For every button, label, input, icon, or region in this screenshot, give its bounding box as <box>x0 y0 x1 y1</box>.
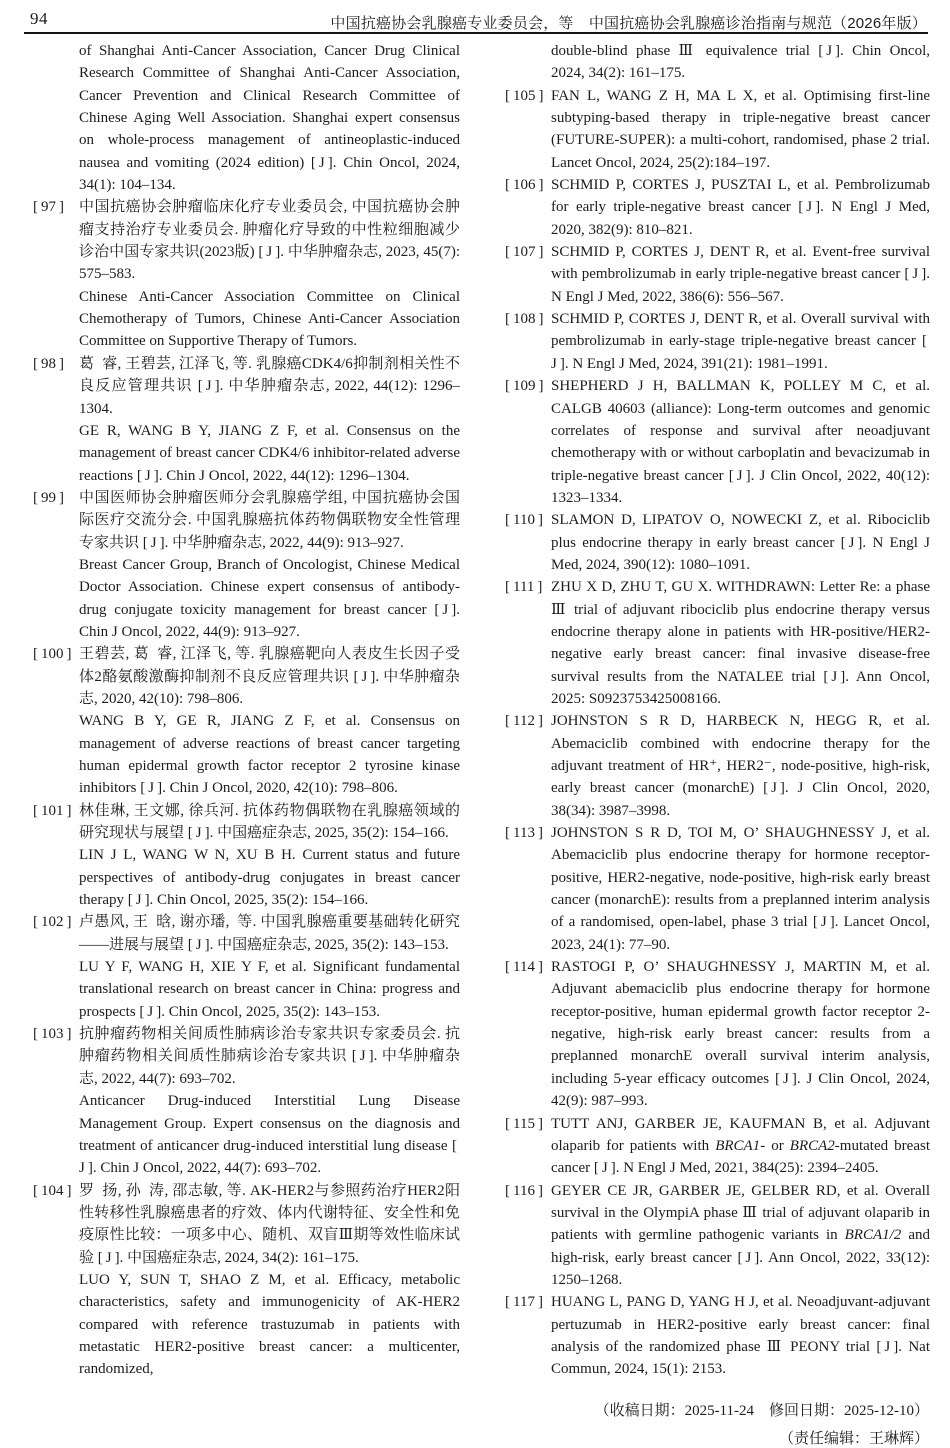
reference-number: [ 100 ] <box>33 646 72 663</box>
reference-text: SLAMON D, LIPATOV O, NOWECKI Z, et al. Ribociclib plus endocrine therapy in early breast cancer [ J ]. N Engl J Med, 2024, 390(12): 1080–1091. <box>551 512 930 573</box>
reference-entry <box>505 576 930 710</box>
reference-text: GEYER CE JR, GARBER JE, GELBER RD, et al. Overall survival in the OlympiA phase Ⅲ trial of adjuvant olaparib in patients with germline pathogenic variants in BRCA1/2 and high-risk, early breast cancer [ J ]. Ann Oncol, 2022, 33(12): 1250–1268. <box>551 1182 930 1288</box>
reference-text: JOHNSTON S R D, HARBECK N, HEGG R, et al. Abemaciclib combined with endocrine therapy for the adjuvant treatment of HR⁺, HER2⁻, node-positive, high-risk, early breast cancer (monarchE) [ J ]. J Clin Oncol, 2020, 38(34): 3987–3998. <box>551 713 930 819</box>
reference-number: [ 98 ] <box>33 355 64 372</box>
reference-text: double-blind phase Ⅲ equivalence trial [ J ]. Chin Oncol, 2024, 34(2): 161–175. <box>551 43 930 82</box>
reference-number: [ 107 ] <box>505 244 544 261</box>
reference-number: [ 97 ] <box>33 199 64 216</box>
reference-entry <box>505 85 930 174</box>
reference-text: 中国医师协会肿瘤医师分会乳腺癌学组, 中国抗癌协会国际医疗交流分会. 中国乳腺癌抗体药物偶联物安全性管理专家共识 [ J ]. 中华肿瘤杂志, 2022, 44(9): 913–927. Breast Cancer Group, Branch of Oncologist, Chinese Medical Doctor Association. Chinese expert consensus of antibody-drug conjugate toxicity management for breast cancer [ J ]. Chin J Oncol, 2022, 44(9): 913–927. <box>79 489 460 640</box>
reference-text: 抗肿瘤药物相关间质性肺病诊治专家共识专家委员会. 抗肿瘤药物相关间质性肺病诊治专家共识 [ J ]. 中华肿瘤杂志, 2022, 44(7): 693–702. Anticancer Drug-induced Interstitial Lung Disease Management Group. Expert consensus on the diagnosis and treatment of anticancer drug-induced interstitial lung disease [ J ]. Chin J Oncol, 2022, 44(7): 693–702. <box>79 1026 460 1177</box>
reference-number: [ 105 ] <box>505 87 544 104</box>
reference-text: 罗 扬, 孙 涛, 邵志敏, 等. AK-HER2与参照药治疗HER2阳性转移性乳腺癌患者的疗效、体内代谢特征、安全性和免疫原性比较：一项多中心、随机、双盲Ⅲ期等效性临床试验 [ J ]. 中国癌症杂志, 2024, 34(2): 161–175. LUO Y, SUN T, SHAO Z M, et al. Efficacy, metabolic characteristics, safety and immunogenicity of AK-HER2 compared with reference trastuzumab in patients with metastatic HER2-positive breast cancer: a multicenter, randomized, <box>79 1182 460 1378</box>
reference-entry <box>505 174 930 241</box>
reference-text: SHEPHERD J H, BALLMAN K, POLLEY M C, et al. CALGB 40603 (alliance): Long-term outcomes and genomic correlates of response and survival after neoadjuvant chemotherapy with or without carboplatin and bevacizumab in triple-negative breast cancer [ J ]. J Clin Oncol, 2022, 40(12): 1323–1334. <box>551 378 930 506</box>
reference-entry <box>505 956 930 1112</box>
references-column-left <box>33 40 460 1381</box>
reference-number: [ 111 ] <box>505 579 543 596</box>
reference-entry <box>505 1291 930 1380</box>
reference-text: HUANG L, PANG D, YANG H J, et al. Neoadjuvant-adjuvant pertuzumab in HER2-positive early breast cancer: final analysis of the randomized phase Ⅲ PEONY trial [ J ]. Nat Commun, 2024, 15(1): 2153. <box>551 1294 930 1378</box>
reference-entry <box>505 375 930 509</box>
reference-text: SCHMID P, CORTES J, DENT R, et al. Event-free survival with pembrolizumab in early triple-negative breast cancer [ J ]. N Engl J Med, 2022, 386(6): 556–567. <box>551 244 930 305</box>
reference-entry <box>505 1113 930 1180</box>
reference-number: [ 102 ] <box>33 914 72 931</box>
reference-text: of Shanghai Anti-Cancer Association, Cancer Drug Clinical Research Committee of Shanghai Anti-Cancer Association, Cancer Prevention and Clinical Research Committee of Chinese Aging Well Association. Shanghai expert consensus on whole-process management of antineoplastic-induced nausea and vomiting (2024 edition) [ J ]. Chin Oncol, 2024, 34(1): 104–134. <box>79 43 460 194</box>
running-head-title: 中国抗癌协会乳腺癌专业委员会，等 中国抗癌协会乳腺癌诊治指南与规范（2026年版） <box>330 15 927 32</box>
reference-entry <box>505 308 930 375</box>
reference-entry <box>505 241 930 308</box>
reference-text: TUTT ANJ, GARBER JE, KAUFMAN B, et al. Adjuvant olaparib for patients with BRCA1- or BRCA2-mutated breast cancer [ J ]. N Engl J Med, 2021, 384(25): 2394–2405. <box>551 1115 930 1177</box>
reference-entry <box>505 40 930 85</box>
reference-number: [ 106 ] <box>505 177 544 194</box>
reference-entry <box>33 353 460 487</box>
reference-text: 葛 睿, 王碧芸, 江泽飞, 等. 乳腺癌CDK4/6抑制剂相关性不良反应管理共识 [ J ]. 中华肿瘤杂志, 2022, 44(12): 1296–1304. GE R, WANG B Y, JIANG Z F, et al. Consensus on the management of breast cancer CDK4/6 inhibitor-related adverse reactions [ J ]. Chin J Oncol, 2022, 44(12): 1296–1304. <box>79 355 460 484</box>
reference-number: [ 101 ] <box>33 802 72 819</box>
reference-entry <box>33 643 460 799</box>
reference-entry <box>33 911 460 1023</box>
reference-entry <box>33 1180 460 1381</box>
reference-number: [ 99 ] <box>33 489 64 506</box>
reference-entry <box>505 710 930 822</box>
reference-number: [ 109 ] <box>505 378 544 395</box>
reference-number: [ 104 ] <box>33 1182 72 1199</box>
reference-number: [ 117 ] <box>505 1294 543 1311</box>
reference-number: [ 115 ] <box>505 1115 543 1132</box>
reference-number: [ 114 ] <box>505 959 543 976</box>
reference-number: [ 113 ] <box>505 825 543 842</box>
reference-number: [ 108 ] <box>505 311 544 328</box>
reference-entry <box>505 509 930 576</box>
reference-text: 卢愚风, 王 晗, 谢亦璠, 等. 中国乳腺癌重要基础转化研究——进展与展望 [ J ]. 中国癌症杂志, 2025, 35(2): 143–153. LU Y F, WANG H, XIE Y F, et al. Significant fundamental translational research on breast cancer in China: progress and prospects [ J ]. Chin Oncol, 2025, 35(2): 143–153. <box>79 914 460 1020</box>
reference-number: [ 116 ] <box>505 1182 543 1199</box>
reference-text: 王碧芸, 葛 睿, 江泽飞, 等. 乳腺癌靶向人表皮生长因子受体2酪氨酸激酶抑制剂不良反应管理共识 [ J ]. 中华肿瘤杂志, 2020, 42(10): 798–806. WANG B Y, GE R, JIANG Z F, et al. Consensus on management of adverse reactions of breast cancer targeting human epidermal growth factor receptor 2 tyrosine kinase inhibitors [ J ]. Chin J Oncol, 2020, 42(10): 798–806. <box>79 646 460 797</box>
header-rule <box>24 32 928 34</box>
reference-text: SCHMID P, CORTES J, DENT R, et al. Overall survival with pembrolizumab in early-stage triple-negative breast cancer [ J ]. N Engl J Med, 2024, 391(21): 1981–1991. <box>551 311 930 372</box>
reference-entry <box>33 800 460 912</box>
reference-text: 林佳琳, 王文娜, 徐兵河. 抗体药物偶联物在乳腺癌领域的研究现状与展望 [ J ]. 中国癌症杂志, 2025, 35(2): 154–166. LIN J L, WANG W N, XU B H. Current status and future perspectives of antibody-drug conjugates in breast cancer therapy [ J ]. Chin Oncol, 2025, 35(2): 154–166. <box>79 802 460 909</box>
reference-text: FAN L, WANG Z H, MA L X, et al. Optimising first-line subtyping-based therapy in triple-negative breast cancer (FUTURE-SUPER): a multi-cohort, randomised, phase 2 trial. Lancet Oncol, 2024, 25(2):184–197. <box>551 87 930 171</box>
reference-entry <box>33 487 460 643</box>
reference-entry <box>505 1180 930 1292</box>
reference-entry <box>505 822 930 956</box>
article-footer-notes <box>505 1397 930 1448</box>
reference-text: ZHU X D, ZHU T, GU X. WITHDRAWN: Letter Re: a phase Ⅲ trial of adjuvant ribociclib plus endocrine therapy versus endocrine therapy alone in patients with HR-positive/HER2-negative early breast cancer: final invasive disease-free survival results from the NATALEE trial [ J ]. Ann Oncol, 2025: S0923753425008166. <box>551 579 930 707</box>
reference-number <box>505 40 551 85</box>
reference-text: RASTOGI P, O’ SHAUGHNESSY J, MARTIN M, et al. Adjuvant abemaciclib plus endocrine therapy for hormone receptor-positive, human epidermal growth factor receptor 2-negative, high-risk early breast cancer: results from a preplanned monarchE overall survival interim analysis, including 5-year efficacy outcomes [ J ]. J Clin Oncol, 2024, 42(9): 987–993. <box>551 959 930 1110</box>
reference-number: [ 112 ] <box>505 713 543 730</box>
reference-entry <box>33 1023 460 1179</box>
reference-number: [ 103 ] <box>33 1026 72 1043</box>
reference-text: JOHNSTON S R D, TOI M, O’ SHAUGHNESSY J, et al. Abemaciclib plus endocrine therapy for hormone receptor-positive, HER2-negative, node-positive, high-risk early breast cancer (monarchE): results from a preplanned interim analysis of a randomised, open-label, phase 3 trial [ J ]. Lancet Oncol, 2023, 24(1): 77–90. <box>551 825 930 953</box>
reference-number <box>33 40 79 196</box>
received-revised-dates: （收稿日期：2025-11-24 修回日期：2025-12-10） <box>594 1402 929 1419</box>
responsible-editor: （责任编辑：王琳辉） <box>778 1430 929 1447</box>
page-number: 94 <box>30 9 48 28</box>
reference-text: 中国抗癌协会肿瘤临床化疗专业委员会, 中国抗癌协会肿瘤支持治疗专业委员会. 肿瘤化疗导致的中性粒细胞减少诊治中国专家共识(2023版) [ J ]. 中华肿瘤杂志, 2023, 45(7): 575–583. Chinese Anti-Cancer Association Committee on Clinical Chemotherapy of Tumors, Chinese Anti-Cancer Association Committee on Supportive Therapy of Tumors. <box>79 199 460 350</box>
reference-entry <box>33 40 460 196</box>
reference-number: [ 110 ] <box>505 512 543 529</box>
references-column-right <box>505 40 930 1381</box>
reference-entry <box>33 196 460 352</box>
right-column-wrapper <box>505 40 930 1448</box>
reference-text: SCHMID P, CORTES J, PUSZTAI L, et al. Pembrolizumab for early triple-negative breast cancer [ J ]. N Engl J Med, 2020, 382(9): 810–821. <box>551 177 930 238</box>
